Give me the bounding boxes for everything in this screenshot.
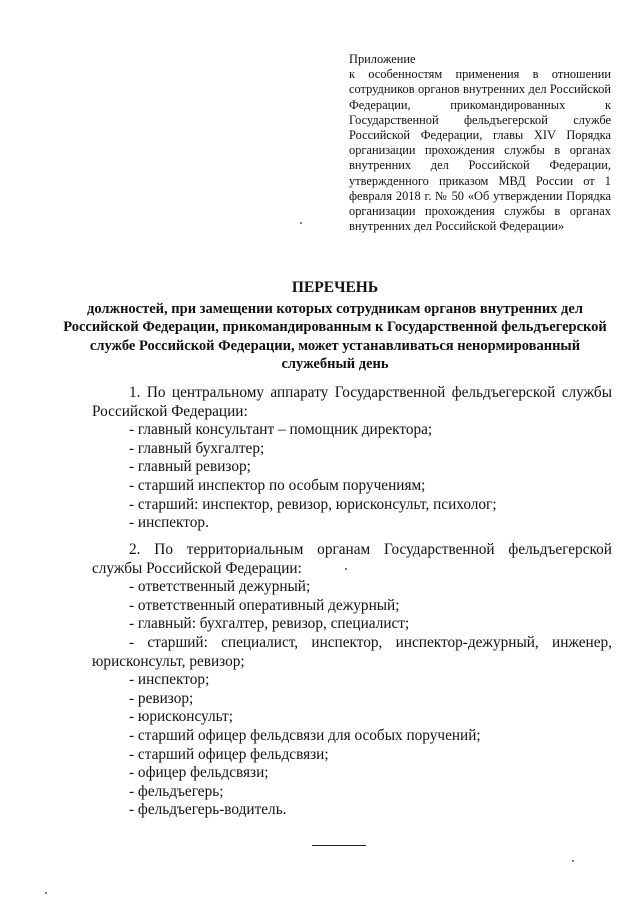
list-item: - старший офицер фельдсвязи;: [129, 745, 329, 763]
scan-speck: [45, 892, 47, 894]
list-item: - старший инспектор по особым поручениям;: [129, 476, 426, 494]
list-item: - старший: инспектор, ревизор, юрисконсульт, психолог;: [129, 495, 497, 513]
list-item: - главный консультант – помощник директора;: [129, 421, 433, 439]
scan-speck: [300, 222, 302, 224]
list-item: - юрисконсульт;: [129, 708, 233, 726]
list-item: - инспектор;: [129, 671, 210, 689]
list-item: - главный бухгалтер;: [129, 439, 265, 457]
list-item: - фельдъегерь-водитель.: [129, 801, 287, 819]
section-central: [92, 384, 612, 533]
list-item: - фельдъегерь;: [129, 782, 224, 800]
list-item: - инспектор.: [129, 514, 209, 532]
list-item: - ревизор;: [129, 689, 194, 707]
position-list: [92, 578, 612, 820]
list-item: - главный ревизор;: [129, 458, 251, 476]
list-item: - ответственный дежурный;: [129, 578, 311, 596]
document-title: ПЕРЕЧЕНЬ: [291, 279, 379, 296]
scan-speck: [572, 860, 574, 862]
document-subtitle: должностей, при замещении которых сотрудникам органов внутренних дел Российской Федерации, прикомандированным к Государственной фельдъегерской службе Российской Федерации, может устанавливаться ненормированный служебный день: [63, 301, 607, 372]
list-item: - ответственный оперативный дежурный;: [129, 596, 400, 614]
list-item: - офицер фельдсвязи;: [129, 764, 269, 782]
document-heading: [60, 278, 610, 373]
list-item: - старший офицер фельдсвязи для особых поручений;: [129, 726, 481, 744]
appendix-block: [349, 52, 611, 234]
section-intro: 1. По центральному аппарату Государственной фельдъегерской службы Российской Федерации:: [92, 384, 612, 420]
list-item: - главный: бухгалтер, ревизор, специалист;: [129, 615, 410, 633]
appendix-body: к особенностям применения в отношении сотрудников органов внутренних дел Российской Федерации, прикомандированных к Государственной фельдъегерской службе Российской Федерации, главы XIV Порядка организации прохождения службы в органах внутренних дел Российской Федерации, утвержденного приказом МВД России от 1 февраля 2018 г. № 50 «Об утверждении Порядка организации прохождения службы в органах внутренних дел Российской Федерации»: [349, 67, 611, 234]
section-territorial: [92, 541, 612, 820]
position-list: [92, 421, 612, 533]
appendix-title: Приложение: [349, 52, 416, 66]
scan-speck: [345, 568, 347, 570]
list-item: - старший: специалист, инспектор, инспектор-дежурный, инженер, юрисконсульт, ревизор;: [92, 633, 612, 670]
section-intro: 2. По территориальным органам Государственной фельдъегерской службы Российской Федерации:: [92, 541, 612, 577]
end-rule: [312, 845, 366, 846]
